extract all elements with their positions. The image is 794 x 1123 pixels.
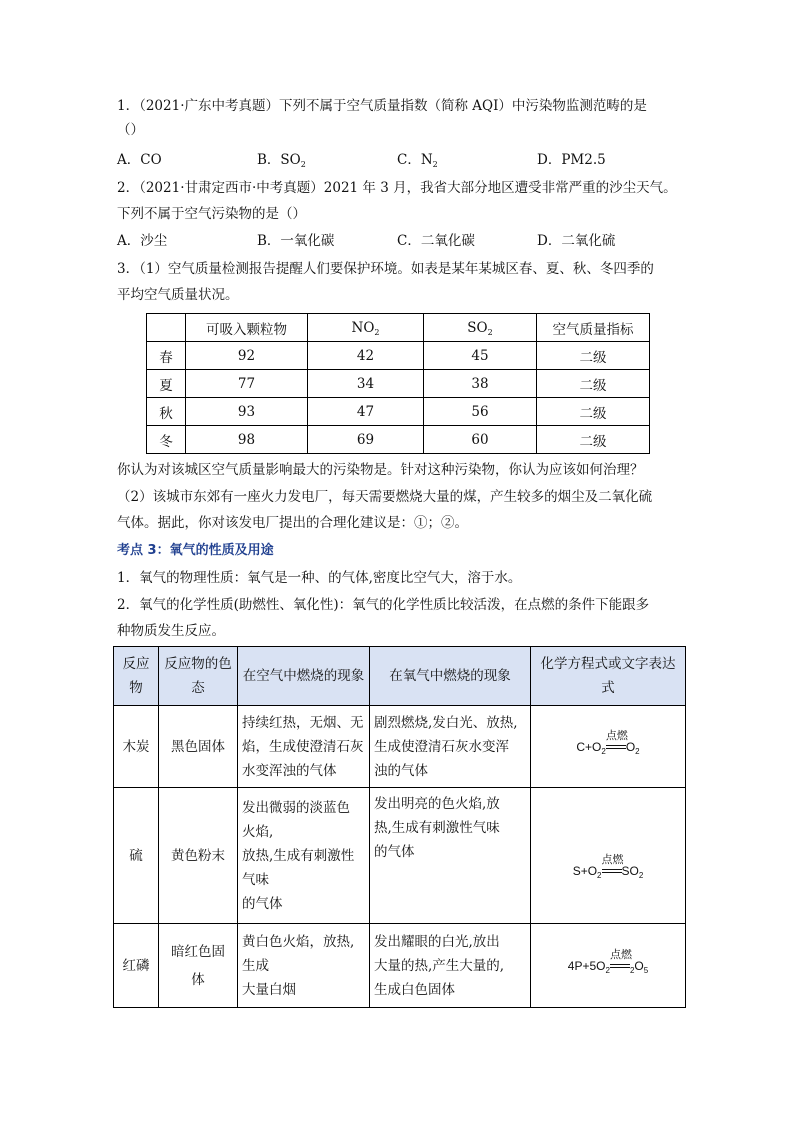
condition-mark: 点燃 bbox=[610, 954, 630, 978]
oxygen-cell bbox=[370, 788, 531, 924]
air-cell bbox=[238, 788, 370, 924]
table-cell: 56 bbox=[424, 398, 537, 426]
table-cell: 45 bbox=[424, 342, 537, 370]
state-line-2: 体 bbox=[191, 971, 205, 988]
table-cell: 69 bbox=[308, 426, 424, 454]
cell-line: 浊的气体 bbox=[374, 762, 428, 779]
q1-option-d: D．PM2.5 bbox=[537, 152, 606, 168]
section-para-1: 1．氧气的物理性质：氧气是一种、的气体,密度比空气大，溶于水。 bbox=[117, 570, 522, 586]
q2-option-a: A．沙尘 bbox=[117, 233, 168, 249]
cell-line: 的气体 bbox=[374, 844, 415, 860]
oxygen-cell bbox=[370, 924, 531, 1008]
section-para-2b: 种物质发生反应。 bbox=[117, 623, 225, 639]
q2-option-b: B．一氧化碳 bbox=[257, 233, 335, 249]
state-cell bbox=[159, 924, 238, 1008]
table-cell: 42 bbox=[308, 342, 424, 370]
q3-line3: 你认为对该城区空气质量影响最大的污染物是。针对这种污染物，你认为应该如何治理？ bbox=[117, 462, 644, 478]
cell-line: 生成 bbox=[242, 957, 269, 974]
reactant-cell: 木炭 bbox=[114, 706, 159, 788]
table-cell: 47 bbox=[308, 398, 424, 426]
table-row bbox=[147, 398, 650, 426]
cell-line: 火焰, bbox=[242, 823, 274, 840]
table-cell: 二级 bbox=[537, 426, 650, 454]
table-cell: 34 bbox=[308, 370, 424, 398]
condition-mark: 点燃 bbox=[602, 859, 622, 883]
equation-right: O bbox=[625, 739, 636, 754]
header-cell-reactant: 反应物 bbox=[114, 647, 159, 706]
header-cell-air: 在空气中燃烧的现象 bbox=[238, 647, 370, 706]
equation-cell: $4P+5O_2$ 点燃 $_2O_5$ bbox=[531, 924, 686, 1008]
cell-line: 生成白色固体 bbox=[374, 981, 455, 998]
table-cell: 92 bbox=[186, 342, 308, 370]
equation-right: SO bbox=[621, 863, 639, 878]
table-header-row bbox=[147, 314, 650, 342]
table-row bbox=[147, 370, 650, 398]
table-cell: 38 bbox=[424, 370, 537, 398]
reactant-cell: 红磷 bbox=[114, 924, 159, 1008]
equation-right: O bbox=[634, 958, 644, 973]
cell-line: 大量白烟 bbox=[242, 981, 296, 998]
air-cell bbox=[238, 924, 370, 1008]
equation-cell: $S+O_2$ 点燃 $SO_2$ bbox=[531, 788, 686, 924]
cell-line: 气味 bbox=[242, 871, 269, 888]
table-cell: 98 bbox=[186, 426, 308, 454]
cell-line: 持续红热，无烟、无 bbox=[242, 714, 364, 731]
cell-line: 剧烈燃烧,发白光、放热, bbox=[374, 714, 518, 731]
table-cell: 77 bbox=[186, 370, 308, 398]
table-cell: 二级 bbox=[537, 398, 650, 426]
table-cell: 二级 bbox=[537, 370, 650, 398]
q2-stem-line2: 下列不属于空气污染物的是（） bbox=[117, 206, 306, 222]
q2-option-c: C．二氧化碳 bbox=[397, 233, 475, 249]
air-quality-table bbox=[146, 313, 650, 454]
table-header-row bbox=[114, 647, 686, 706]
state-cell: 黑色固体 bbox=[159, 706, 238, 788]
q1-option-b: B．$SO_2$ bbox=[257, 152, 306, 169]
air-cell bbox=[238, 706, 370, 788]
cell-line: 水变浑浊的气体 bbox=[242, 762, 337, 779]
header-cell-state: 反应物的色态 bbox=[159, 647, 238, 706]
header-cell-oxygen: 在氧气中燃烧的现象 bbox=[370, 647, 531, 706]
header-cell-particulates: 可吸入颗粒物 bbox=[186, 314, 308, 342]
cell-line: 生成使澄清石灰水变浑 bbox=[374, 738, 509, 755]
table-cell: 二级 bbox=[537, 342, 650, 370]
table-row bbox=[114, 924, 686, 1008]
section-heading: 考点 3：氧气的性质及用途 bbox=[117, 543, 274, 558]
season-cell: 秋 bbox=[147, 398, 186, 426]
q2-option-d: D．二氧化硫 bbox=[537, 233, 616, 249]
condition-mark: 点燃 bbox=[606, 735, 626, 759]
header-cell-so2: $SO_2$ bbox=[424, 314, 537, 342]
cell-line: 大量的热,产生大量的, bbox=[374, 957, 505, 974]
equation-left: 4P+5O bbox=[567, 958, 606, 973]
q3-line5: 气体。据此，你对该发电厂提出的合理化建议是：①；②。 bbox=[117, 515, 468, 531]
cell-line: 发出耀眼的白光,放出 bbox=[374, 933, 500, 950]
header-cell-no2: $NO_2$ bbox=[308, 314, 424, 342]
reactant-cell: 硫 bbox=[114, 788, 159, 924]
q2-stem-line1: 2．（2021·甘肃定西市·中考真题）2021 年 3 月，我省大部分地区遭受非常严重的沙尘天气。 bbox=[117, 180, 677, 196]
cell-line: 发出明亮的色火焰,放 bbox=[374, 796, 500, 812]
cell-line: 放热,生成有刺激性 bbox=[242, 847, 355, 864]
q1-stem-line2: （） bbox=[117, 122, 144, 138]
q3-line4: （2）该城市东郊有一座火力发电厂，每天需要燃烧大量的煤，产生较多的烟尘及二氧化硫 bbox=[117, 489, 653, 505]
cell-line: 发出微弱的淡蓝色 bbox=[242, 799, 350, 816]
oxygen-reaction-table bbox=[113, 646, 686, 1008]
table-row bbox=[147, 342, 650, 370]
season-cell: 冬 bbox=[147, 426, 186, 454]
table-row bbox=[147, 426, 650, 454]
header-cell-blank bbox=[147, 314, 186, 342]
table-cell: 60 bbox=[424, 426, 537, 454]
state-line-1: 暗红色固 bbox=[171, 943, 225, 960]
q3-stem-line1: 3．（1）空气质量检测报告提醒人们要保护环境。如表是某年某城区春、夏、秋、冬四季的 bbox=[117, 261, 654, 277]
cell-line: 焰，生成使澄清石灰 bbox=[242, 738, 364, 755]
season-cell: 夏 bbox=[147, 370, 186, 398]
season-cell: 春 bbox=[147, 342, 186, 370]
oxygen-cell bbox=[370, 706, 531, 788]
equation-left: S+O bbox=[572, 863, 598, 878]
equation-cell: $C+O_2$ 点燃 $O_2$ bbox=[531, 706, 686, 788]
state-cell: 黄色粉末 bbox=[159, 788, 238, 924]
cell-line: 热,生成有刺激性气味 bbox=[374, 820, 500, 836]
header-cell-aqi: 空气质量指标 bbox=[537, 314, 650, 342]
cell-line: 黄白色火焰，放热, bbox=[242, 933, 355, 950]
section-para-2a: 2．氧气的化学性质(助燃性、氧化性)：氧气的化学性质比较活泼，在点燃的条件下能跟多 bbox=[117, 597, 650, 613]
q1-option-c: C．$N_2$ bbox=[397, 152, 438, 169]
table-row bbox=[114, 706, 686, 788]
header-cell-equation: 化学方程式或文字表达式 bbox=[531, 647, 686, 706]
table-row bbox=[114, 788, 686, 924]
q3-stem-line2: 平均空气质量状况。 bbox=[117, 287, 239, 303]
cell-line: 的气体 bbox=[242, 895, 283, 912]
q1-stem-line1: 1．（2021·广东中考真题）下列不属于空气质量指数（简称 AQI）中污染物监测范畴的是 bbox=[117, 98, 647, 114]
equation-left: C+O bbox=[576, 739, 602, 754]
q1-option-a: A．CO bbox=[117, 152, 162, 168]
table-cell: 93 bbox=[186, 398, 308, 426]
